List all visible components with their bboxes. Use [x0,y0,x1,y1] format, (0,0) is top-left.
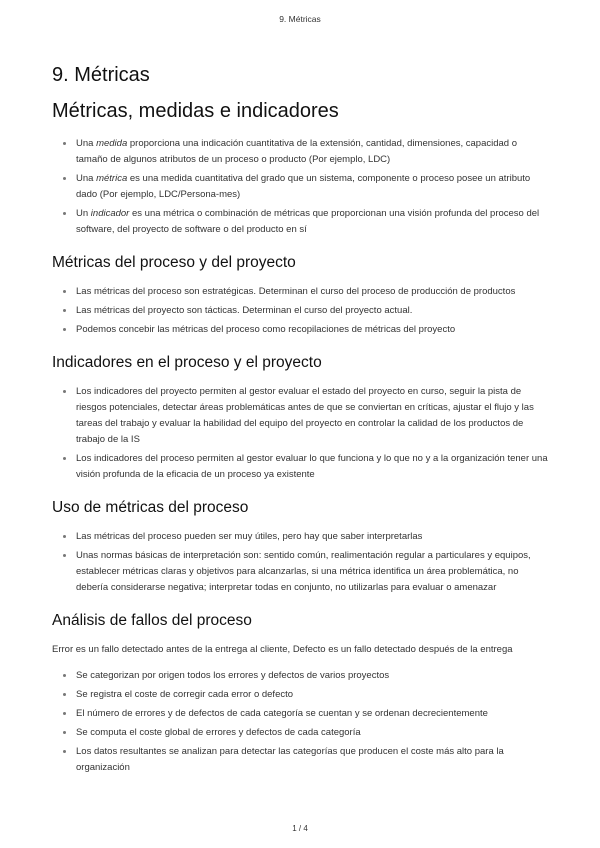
bullet-icon [63,328,66,331]
section-intro-paragraph: Error es un fallo detectado antes de la entrega al cliente, Defecto es un fallo detectado después de la entrega [52,644,513,655]
list-item: Los indicadores del proceso permiten al gestor evaluar lo que funciona y lo que no y a la organización tener una visión profunda de la eficacia de un proceso ya existente [52,451,550,483]
list-item: Las métricas del proceso pueden ser muy útiles, pero hay que saber interpretarlas [52,529,550,545]
bullet-icon [63,712,66,715]
term-medida: medida [96,138,128,149]
bullet-icon [63,309,66,312]
section-list [52,668,550,776]
list-item: Los datos resultantes se analizan para detectar las categorías que producen el coste más alto para la organización [52,744,550,776]
bullet-icon [63,535,66,538]
list-item: Se computa el coste global de errores y defectos de cada categoría [52,725,550,741]
section-list [52,529,550,596]
list-item: Se categorizan por origen todos los errores y defectos de varios proyectos [52,668,550,684]
list-item: Unas normas básicas de interpretación son: sentido común, realimentación regular a particulares y equipos, establecer métricas claras y objetivos para alcanzarlas, si una métrica identifica un área problemática, no debería considerarse negativa; interpretar todas en conjunto, no utilizarlas para evaluar o amenazar [52,548,550,596]
bullet-icon [63,750,66,753]
section-title-uso-metricas: Uso de métricas del proceso [52,499,249,516]
bullet-icon [63,731,66,734]
list-item: Una medida proporciona una indicación cuantitativa de la extensión, cantidad, dimensiones, capacidad o tamaño de algunos atributos de un proceso o producto (Por ejemplo, LDC) [52,136,550,168]
bullet-icon [63,290,66,293]
list-item: Las métricas del proceso son estratégicas. Determinan el curso del proceso de producción de productos [52,284,550,300]
page-title: 9. Métricas [52,64,150,86]
bullet-icon [63,457,66,460]
page-number: 1 / 4 [292,824,308,833]
section-title-metricas-proceso-proyecto: Métricas del proceso y del proyecto [52,254,296,271]
list-item: El número de errores y de defectos de cada categoría se cuentan y se ordenan decrecientemente [52,706,550,722]
section-title-analisis-fallos: Análisis de fallos del proceso [52,612,252,629]
bullet-icon [63,674,66,677]
bullet-icon [63,554,66,557]
section-title-indicadores: Indicadores en el proceso y el proyecto [52,354,322,371]
bullet-icon [63,177,66,180]
list-item: Un indicador es una métrica o combinación de métricas que proporcionan una visión profunda del proceso del software, del proyecto de software o del producto en sí [52,206,550,238]
section-list [52,284,550,338]
list-item: Se registra el coste de corregir cada error o defecto [52,687,550,703]
section-list [52,384,550,483]
document-body [52,60,550,779]
bullet-icon [63,693,66,696]
definitions-list [52,136,550,238]
list-item: Podemos concebir las métricas del proceso como recopilaciones de métricas del proyecto [52,322,550,338]
term-metrica: métrica [96,173,128,184]
bullet-icon [63,390,66,393]
page-subtitle: Métricas, medidas e indicadores [52,100,339,122]
list-item: Una métrica es una medida cuantitativa del grado que un sistema, componente o proceso posee un atributo dado (Por ejemplo, LDC/Persona-mes) [52,171,550,203]
running-header: 9. Métricas [279,14,321,24]
bullet-icon [63,212,66,215]
list-item: Los indicadores del proyecto permiten al gestor evaluar el estado del proyecto en curso, seguir la pista de riesgos potenciales, detectar áreas problemáticas antes de que se conviertan en críticas, ajustar el flujo y las tareas del trabajo y evaluar la habilidad del equipo del proyecto en controlar la calidad de los productos de trabajo de la IS [52,384,550,448]
list-item: Las métricas del proyecto son tácticas. Determinan el curso del proyecto actual. [52,303,550,319]
term-indicador: indicador [90,208,130,219]
bullet-icon [63,142,66,145]
